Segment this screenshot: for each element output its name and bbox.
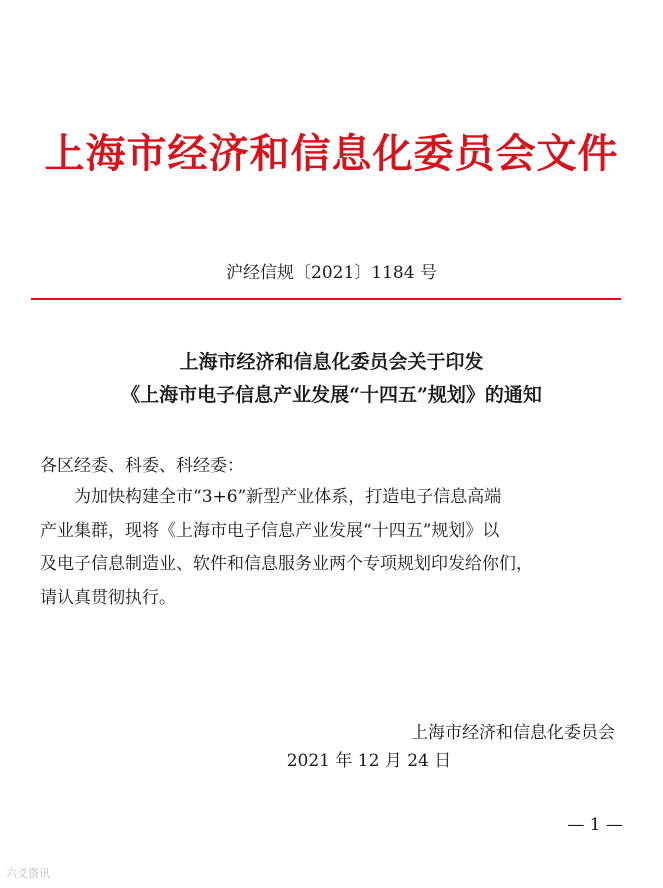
salutation: 各区经委、科委、科经委： (40, 456, 244, 476)
page-number: — 1 — (567, 815, 623, 835)
issue-date: 2021 年 12 月 24 日 (286, 751, 452, 771)
body-line-1: 为加快构建全市“3+6”新型产业体系，打造电子信息高端 (74, 487, 502, 507)
notice-title (0, 346, 663, 412)
issuer-signature: 上海市经济和信息化委员会 (411, 723, 615, 743)
document-number: 沪经信规〔2021〕1184 号 (226, 263, 437, 283)
notice-title-line-1: 上海市经济和信息化委员会关于印发 (179, 351, 484, 373)
watermark-text: 六爻资讯 (6, 867, 50, 880)
notice-title-line-2: 《上海市电子信息产业发展“十四五”规划》的通知 (121, 384, 542, 406)
red-divider-line (31, 298, 621, 300)
document-header-title: 上海市经济和信息化委员会文件 (44, 130, 619, 177)
watermark-logo (6, 866, 50, 882)
body-line-2: 产业集群，现将《上海市电子信息产业发展“十四五”规划》以 (40, 520, 500, 541)
body-paragraph (40, 481, 533, 615)
body-line-3: 及电子信息制造业、软件和信息服务业两个专项规划印发给你们， (40, 554, 533, 574)
body-line-4: 请认真贯彻执行。 (40, 587, 176, 608)
